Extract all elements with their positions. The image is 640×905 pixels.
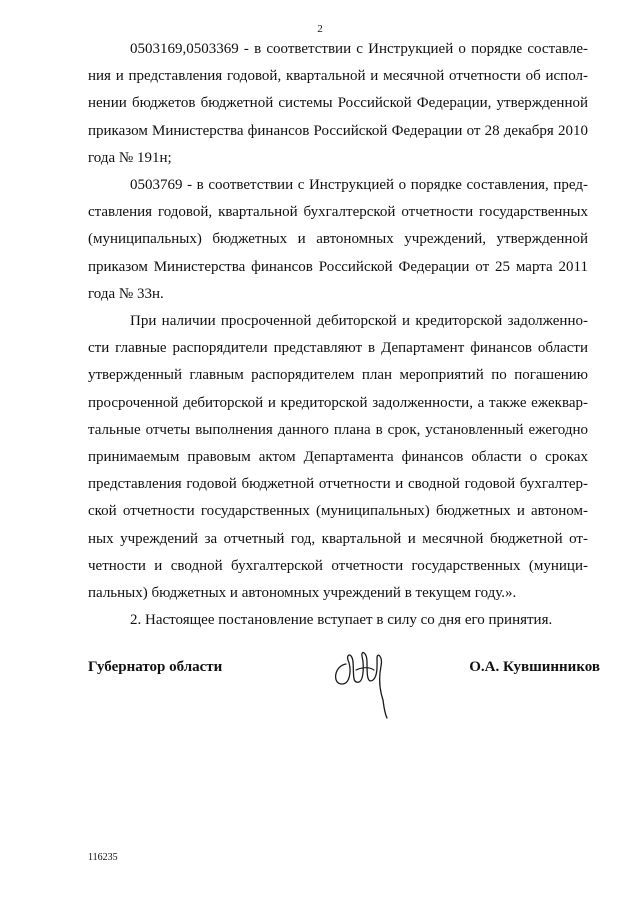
paragraph-overdue-debt: При наличии просроченной дебиторской и кредиторской задолженности главные распорядители представляют в Департамент финансов области утвержденный главным распорядителем план мероприятий по погашению просроченной дебиторской и кредиторской задолженности, а также ежеквартальные отчеты выполнения данного плана в срок, установленный ежегодно принимаемым правовым актом Департамента финансов области о сроках представления годовой бюджетной отчетности и сводной годовой бухгалтерской отчетности государственных (муниципальных) бюджетных и автономных учреждений за отчетный год, квартальной и месячной бюджетной отчетности и сводной бухгалтерской отчетности государственных (муниципальных) бюджетных и автономных учреждений в текущем году.». (88, 313, 588, 602)
paragraph-forms-0503169: 0503169,0503369 - в соответствии с Инструкцией о порядке составления и представления годовой, квартальной и месячной отчетности об исполнении бюджетов бюджетной системы Российской Федерации, утвержденной приказом Министерства финансов Российской Федерации от 28 декабря 2010 года № 191н; (88, 41, 588, 166)
document-code: 116235 (88, 852, 118, 863)
signatory-name: О.А. Кувшинников (469, 659, 600, 675)
paragraph-form-0503769: 0503769 - в соответствии с Инструкцией о порядке составления, представления годовой, квартальной бухгалтерской отчетности государственных (муниципальных) бюджетных и автономных учреждений, утвержденной приказом Министерства финансов Российской Федерации от 25 марта 2011 года № 33н. (88, 177, 588, 302)
document-body (88, 36, 588, 634)
signature-block (88, 640, 600, 720)
paragraph-effective-date: 2. Настоящее постановление вступает в силу со дня его принятия. (130, 612, 553, 629)
signatory-title: Губернатор области (88, 659, 223, 675)
page-number: 2 (317, 23, 323, 35)
handwritten-signature (326, 640, 396, 720)
